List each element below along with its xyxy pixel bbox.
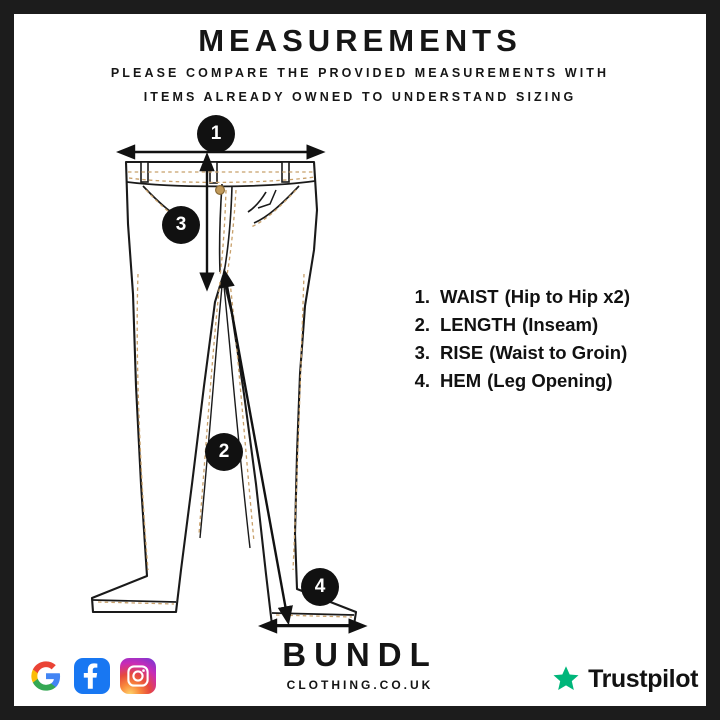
facebook-icon[interactable] <box>74 658 110 694</box>
header-subtitle-line2: ITEMS ALREADY OWNED TO UNDERSTAND SIZING <box>143 90 577 105</box>
callout-rise: 3 <box>162 206 200 244</box>
instagram-glyph <box>126 664 150 688</box>
legend-label: RISE <box>440 342 484 363</box>
legend-label: LENGTH <box>440 314 517 335</box>
google-icon[interactable] <box>28 658 64 694</box>
facebook-glyph <box>75 659 109 693</box>
infographic-canvas <box>14 14 706 706</box>
trustpilot-badge[interactable] <box>551 664 698 694</box>
trustpilot-label: Trustpilot <box>588 664 698 693</box>
legend-item-rise <box>402 342 692 364</box>
callout-waist: 1 <box>197 115 235 153</box>
instagram-icon[interactable] <box>120 658 156 694</box>
legend-number: 1. <box>414 286 430 307</box>
callout-hem: 4 <box>301 568 339 606</box>
legend-number: 4. <box>414 370 430 391</box>
legend-detail: (Leg Opening) <box>487 370 613 391</box>
legend-item-length <box>402 314 692 336</box>
brand-domain: CLOTHING.CO.UK <box>286 678 434 692</box>
legend-detail: (Waist to Groin) <box>489 342 628 363</box>
legend-number: 2. <box>414 314 430 335</box>
legend-label: HEM <box>440 370 482 391</box>
legend-number: 3. <box>414 342 430 363</box>
brand-name: BUNDL <box>282 636 438 673</box>
button-rivet <box>216 186 225 195</box>
social-links <box>28 658 156 694</box>
legend-detail: (Inseam) <box>522 314 599 335</box>
callout-length: 2 <box>205 433 243 471</box>
legend-label: WAIST <box>440 286 499 307</box>
legend-item-hem <box>402 370 692 392</box>
page-title: MEASUREMENTS <box>198 23 522 58</box>
star-icon <box>551 664 581 694</box>
google-glyph <box>30 660 62 692</box>
legend-detail: (Hip to Hip x2) <box>504 286 630 307</box>
header-subtitle-line1: PLEASE COMPARE THE PROVIDED MEASUREMENTS WITH <box>110 66 610 81</box>
legend-item-waist <box>402 286 692 308</box>
measurement-legend <box>402 286 692 398</box>
